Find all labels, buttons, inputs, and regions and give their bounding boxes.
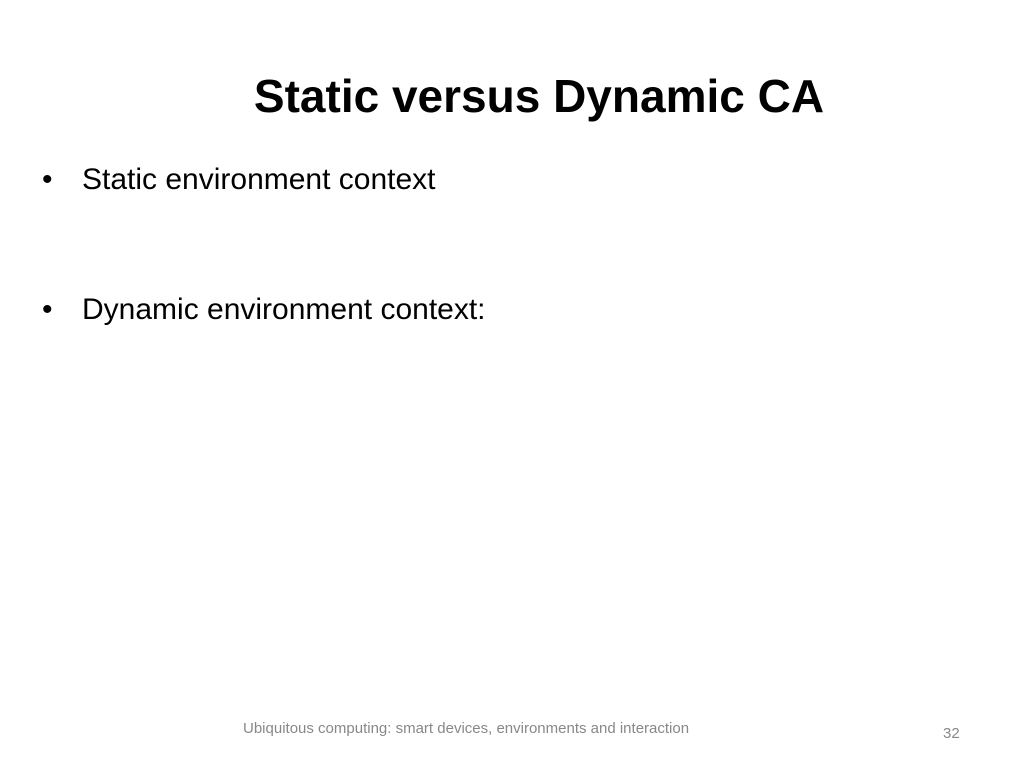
- bullet-text: Dynamic environment context:: [82, 293, 486, 326]
- bullet-text: Static environment context: [82, 163, 436, 196]
- bullet-item: [42, 288, 982, 332]
- bullet-list: [42, 158, 982, 418]
- page-number: 32: [943, 725, 960, 742]
- slide-title: Static versus Dynamic CA: [253, 70, 825, 122]
- bullet-item: [42, 158, 982, 202]
- slide-footer: Ubiquitous computing: smart devices, environments and interaction: [243, 720, 690, 737]
- bullet-marker: •: [42, 163, 53, 196]
- bullet-marker: •: [42, 293, 53, 326]
